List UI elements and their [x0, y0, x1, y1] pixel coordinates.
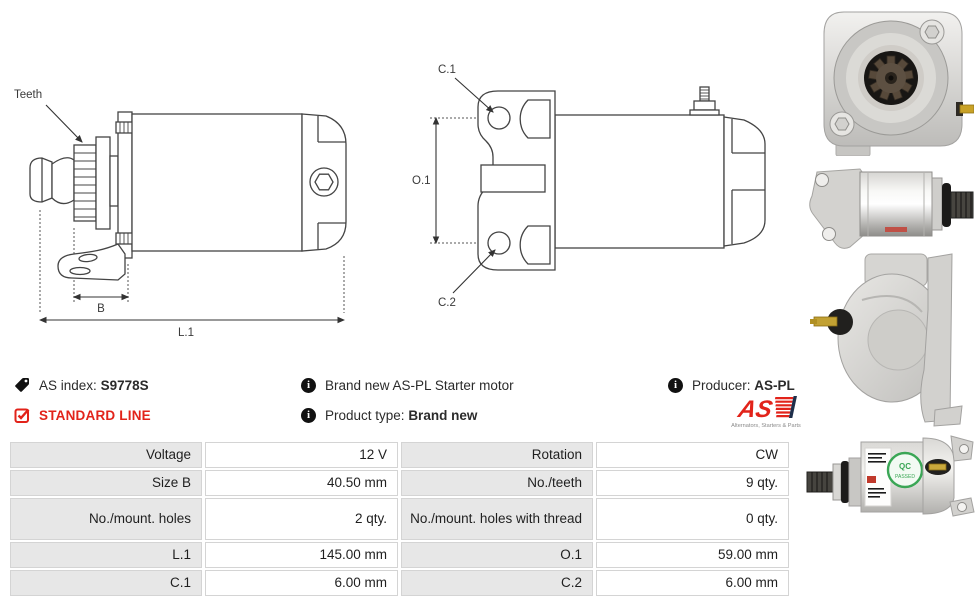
spec-label: Rotation	[401, 442, 593, 468]
label-o1: O.1	[412, 175, 431, 187]
label-c1: C.1	[438, 64, 456, 76]
info-icon: i	[301, 378, 316, 393]
tag-icon	[14, 377, 30, 393]
standard-line-row	[14, 406, 151, 424]
label-c2: C.2	[438, 297, 456, 309]
spec-label: O.1	[401, 542, 593, 568]
spec-value: 59.00 mm	[596, 542, 789, 568]
info-icon: i	[668, 378, 683, 393]
product-photo-side[interactable]	[805, 156, 976, 253]
spec-value: CW	[596, 442, 789, 468]
spec-value: 6.00 mm	[205, 570, 398, 596]
spec-value: 12 V	[205, 442, 398, 468]
spec-label: C.2	[401, 570, 593, 596]
spec-label: No./mount. holes	[10, 498, 202, 540]
spec-label: Voltage	[10, 442, 202, 468]
bolt	[920, 20, 944, 44]
svg-text:PASSED: PASSED	[895, 474, 915, 480]
bolt	[830, 112, 854, 136]
producer-text: Producer: AS-PL	[692, 377, 795, 393]
producer-row	[668, 376, 795, 394]
product-photo-labeled-side[interactable]	[805, 428, 976, 523]
checkbox-checked-icon	[14, 407, 30, 423]
as-pl-logo-icon	[728, 394, 804, 430]
spec-label: C.1	[10, 570, 202, 596]
spec-value: 145.00 mm	[205, 542, 398, 568]
svg-text:AS: AS	[735, 396, 775, 423]
svg-text:Alternators, Starters & Parts: Alternators, Starters & Parts	[731, 423, 801, 429]
spec-value: 0 qty.	[596, 498, 789, 540]
description-text: Brand new AS-PL Starter motor	[325, 377, 514, 393]
technical-drawing-side-view	[8, 50, 356, 345]
product-type-text: Product type: Brand new	[325, 407, 478, 423]
description-row	[301, 376, 514, 394]
spec-value: 2 qty.	[205, 498, 398, 540]
as-index-row	[14, 376, 149, 394]
product-photo-rear[interactable]	[810, 250, 976, 428]
spec-label: No./mount. holes with thread	[401, 498, 593, 540]
svg-text:QC: QC	[899, 462, 911, 471]
info-icon: i	[301, 408, 316, 423]
spec-label: No./teeth	[401, 470, 593, 496]
spec-value: 6.00 mm	[596, 570, 789, 596]
technical-drawing-mount-view	[398, 40, 778, 320]
spec-value: 9 qty.	[596, 470, 789, 496]
as-index-text: AS index: S9778S	[39, 377, 149, 393]
label-teeth: Teeth	[14, 89, 43, 101]
spec-table	[10, 442, 791, 596]
qc-passed-sticker	[888, 453, 922, 487]
spec-label: Size B	[10, 470, 202, 496]
product-type-row	[301, 406, 477, 424]
standard-line-text: STANDARD LINE	[39, 407, 151, 423]
label-l1: L.1	[178, 327, 194, 339]
spec-value: 40.50 mm	[205, 470, 398, 496]
product-photo-front-pinion[interactable]	[812, 4, 974, 156]
label-b: B	[97, 303, 105, 315]
spec-label: L.1	[10, 542, 202, 568]
as-pl-logo	[728, 394, 804, 435]
